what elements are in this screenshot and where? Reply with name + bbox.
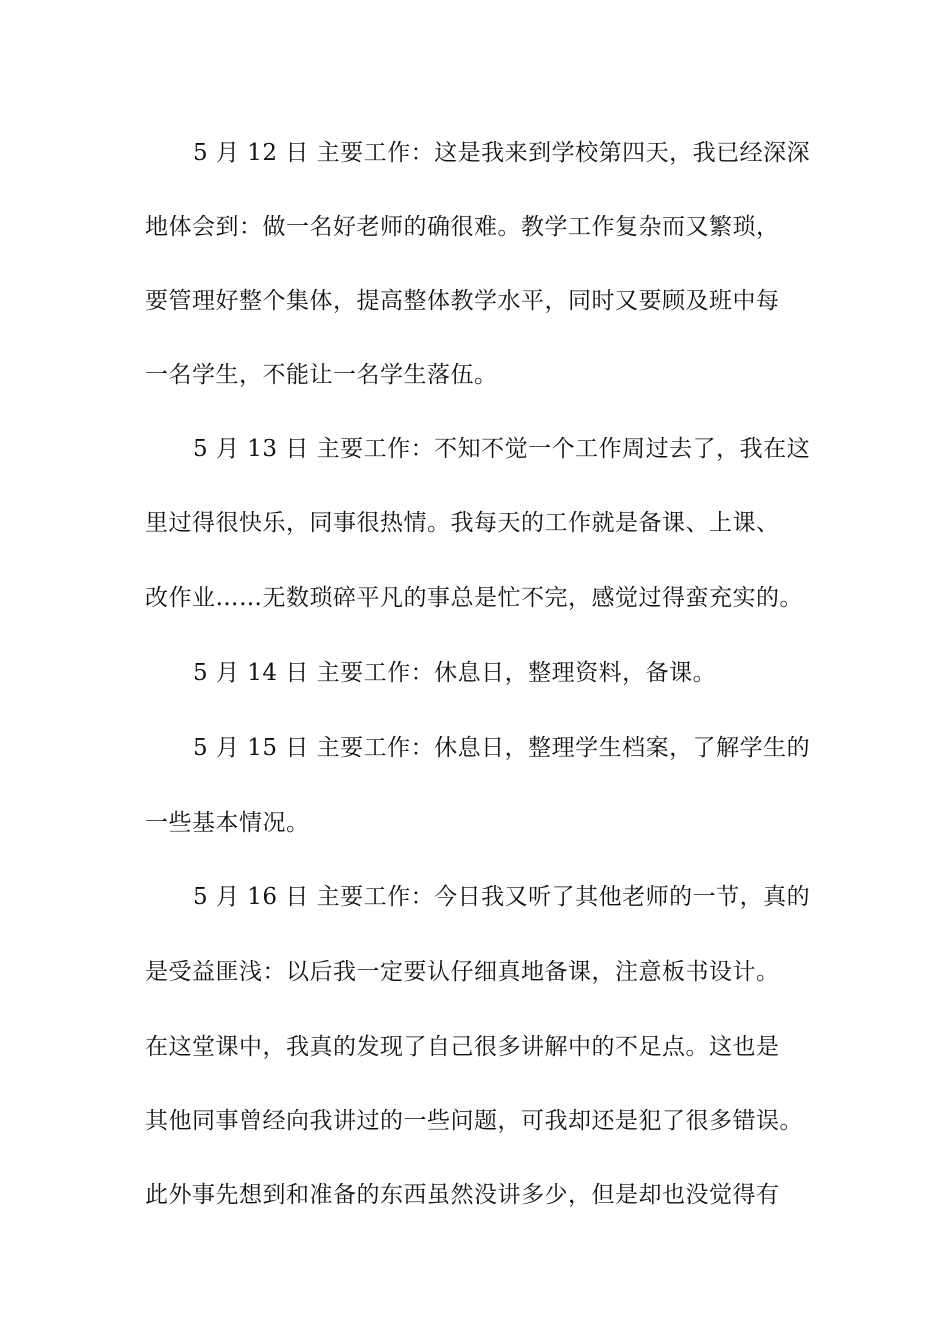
text-line: 其他同事曾经向我讲过的一些问题，可我却还是犯了很多错误。 [145,1108,803,1134]
text-line: 一些基本情况。 [145,810,310,836]
text-line: 地体会到：做一名好老师的确很难。教学工作复杂而又繁琐， [145,214,780,240]
text-line: 里过得很快乐，同事很热情。我每天的工作就是备课、上课、 [145,510,780,536]
text-line: 一名学生，不能让一名学生落伍。 [145,362,498,388]
text-line: 此外事先想到和准备的东西虽然没讲多少，但是却也没觉得有 [145,1182,780,1208]
text-line: 5 月 13 日 主要工作：不知不觉一个工作周过去了，我在这 [193,436,811,462]
text-line: 5 月 12 日 主要工作：这是我来到学校第四天，我已经深深 [193,140,811,166]
text-line: 是受益匪浅：以后我一定要认仔细真地备课，注意板书设计。 [145,959,780,985]
text-line: 5 月 15 日 主要工作：休息日，整理学生档案，了解学生的 [193,735,811,761]
text-line: 改作业……无数琐碎平凡的事总是忙不完，感觉过得蛮充实的。 [145,585,803,611]
text-line: 要管理好整个集体，提高整体教学水平，同时又要顾及班中每 [145,288,780,314]
text-line: 5 月 14 日 主要工作：休息日，整理资料，备课。 [193,660,717,686]
text-line: 5 月 16 日 主要工作：今日我又听了其他老师的一节，真的 [193,884,811,910]
text-line: 在这堂课中，我真的发现了自己很多讲解中的不足点。这也是 [145,1034,780,1060]
